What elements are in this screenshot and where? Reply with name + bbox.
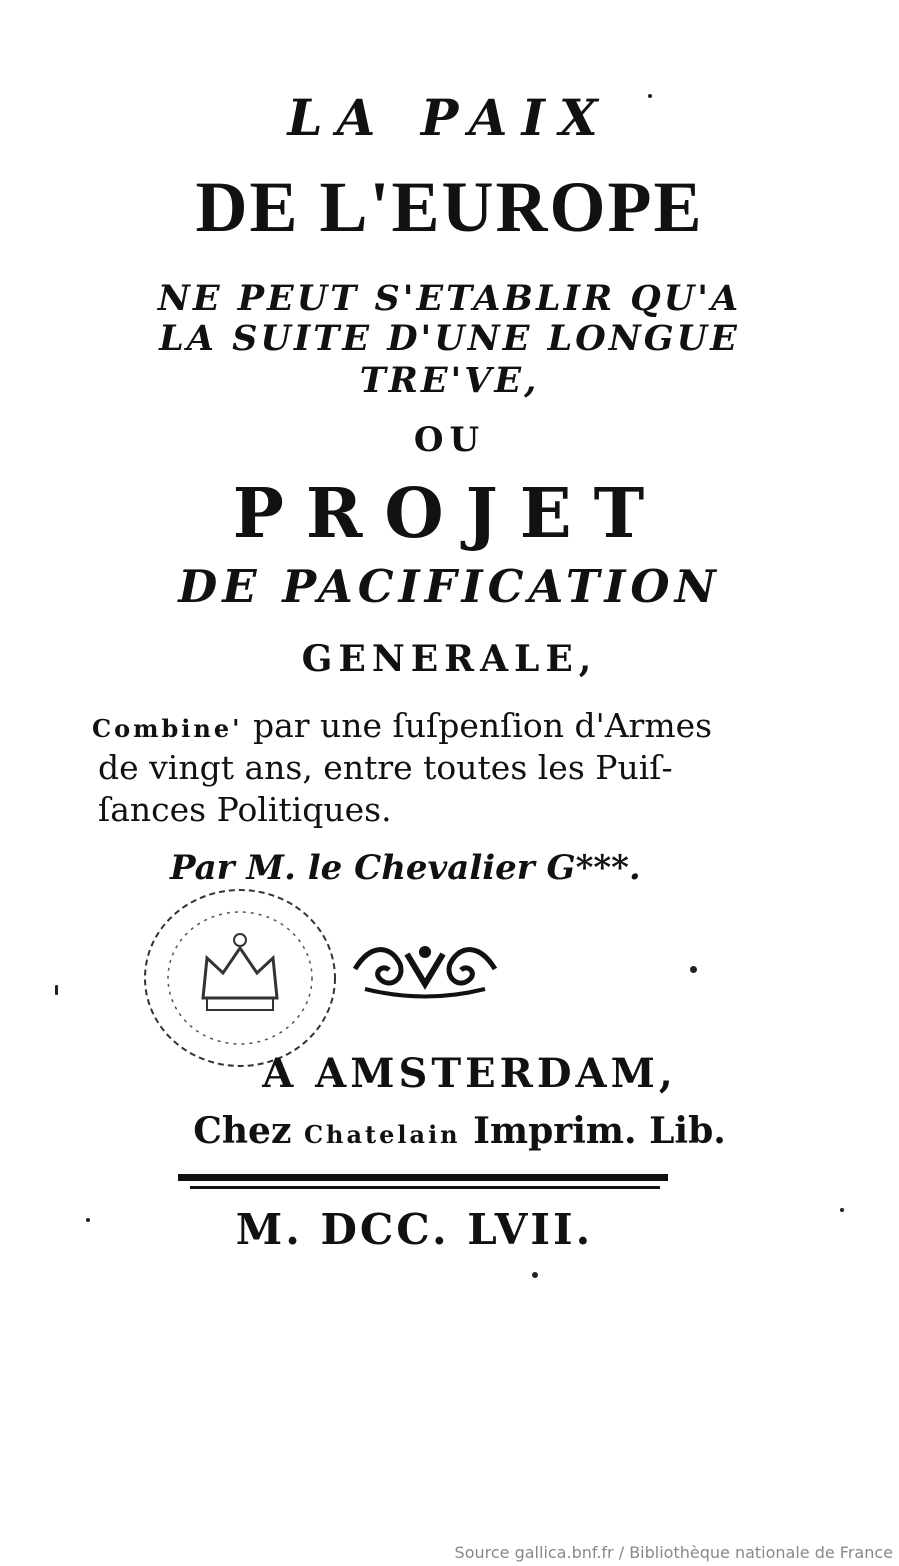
projet-heading: PROJET <box>232 474 667 554</box>
imprint-city: A AMSTERDAM, <box>262 1050 677 1097</box>
subtitle-line-3: TRE'VE, <box>359 360 540 401</box>
body-line-3: ſances Politiques. <box>98 790 392 829</box>
imprint-printer <box>10 1110 899 1152</box>
pacification-heading: DE PACIFICATION <box>178 560 721 613</box>
imprint-chez: Chez <box>193 1110 304 1152</box>
ink-speck <box>840 1208 844 1212</box>
imprint-year: M. DCC. LVII. <box>235 1205 594 1254</box>
subtitle-line-1: NE PEUT S'ETABLIR QU'A <box>157 278 742 319</box>
printer-ornament-icon <box>345 934 505 1004</box>
title-line-1: LA PAIX <box>287 88 612 147</box>
body-line-1-rest: par une ſuſpenſion d'Armes <box>242 706 713 745</box>
combine-smallcaps: Combine' <box>92 714 243 743</box>
ink-speck <box>532 1272 538 1278</box>
printer-name-smallcaps: Chatelain <box>303 1120 461 1149</box>
double-rule-bottom <box>190 1186 660 1189</box>
library-stamp-icon <box>125 878 355 1078</box>
body-line-1 <box>92 708 772 747</box>
ink-speck <box>690 966 697 973</box>
conjunction-ou: OU <box>413 420 486 460</box>
author-line: Par M. le Chevalier G***. <box>170 848 641 888</box>
body-line-2: de vingt ans, entre toutes les Puiſ- <box>98 748 673 787</box>
double-rule-top <box>178 1174 668 1181</box>
source-footer: Source gallica.bnf.fr / Bibliothèque nationale de France <box>454 1543 893 1562</box>
ink-speck <box>86 1218 90 1222</box>
title-line-2: DE L'EUROPE <box>195 167 704 247</box>
ink-speck <box>55 985 58 995</box>
ink-speck <box>648 94 652 98</box>
imprint-printer-rest: Imprim. Lib. <box>460 1110 726 1152</box>
generale-heading: GENERALE, <box>301 638 598 680</box>
subtitle-line-2: LA SUITE D'UNE LONGUE <box>159 318 740 359</box>
